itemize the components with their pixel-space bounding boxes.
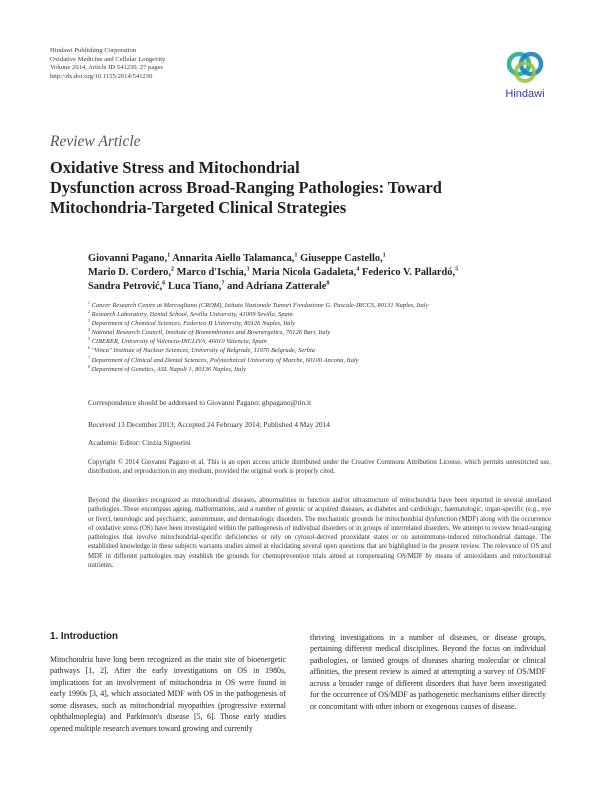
- author-line: [88, 252, 558, 266]
- section-heading-introduction: 1. Introduction: [50, 631, 119, 642]
- author-affil-sup: 2: [170, 265, 175, 273]
- body-text-left-column: Mitochondria have long been recognized as the main site of bioenergetic pathways [1, 2]. After the early investigations on OS in 1980s, implications for an involvement of mitochondria in OS were found in early 1990s [3, 4], which associated MDF with OS in the pathogenesis of some diseases, such as mitochondrial myopathies (progressive external ophthalmoplegia) and Parkinson's disease [5, 6]. Those early studies opened multiple research avenues toward growing and currently: [50, 655, 286, 733]
- author-line: [88, 280, 558, 294]
- correspondence-line: Correspondence should be addressed to Giovanni Pagano; gbpagano@tin.it: [88, 398, 312, 407]
- header-doi-link[interactable]: http://dx.doi.org/10.1155/2014/541230: [50, 72, 153, 80]
- author-name: and Adriana Zatterale: [227, 281, 327, 293]
- header-volume: Volume 2014, Article ID 541230, 27 pages: [50, 64, 164, 72]
- affiliation-item: $^3$ Department of Chemical Sciences, Federico II University, 80126 Naples, Italy: [88, 319, 296, 328]
- author-name: Giuseppe Castello,: [300, 253, 383, 264]
- affiliation-item: $^5$ CIBERER, University of Valencia-INCLIVA, 46010 Valencia, Spain: [88, 337, 267, 346]
- author-name: Marco d'Ischia,: [176, 267, 247, 279]
- author-name: Luca Tiano,: [168, 281, 222, 293]
- author-name: Federico V. Pallardó,: [361, 267, 456, 279]
- affiliation-list: [88, 301, 568, 374]
- author-name: Mario D. Cordero,: [88, 267, 171, 279]
- affiliation-item: $^6$ "Vinca" Institute of Nuclear Sciences, University of Belgrade, 11070 Belgrade, Serbia: [88, 346, 316, 355]
- academic-editor: Academic Editor: Cinzia Signorini: [88, 438, 191, 447]
- affiliation-item: $^7$ Department of Clinical and Dental Sciences, Polytechnical University of Marche, 60100 Ancona, Italy: [88, 355, 359, 364]
- affiliation-item: $^8$ Department of Genetics, ASL Napoli 1, 80136 Naples, Italy: [88, 364, 247, 373]
- article-title: [50, 158, 550, 218]
- author-name: Giovanni Pagano,: [88, 253, 168, 264]
- article-type: Review Article: [50, 133, 141, 150]
- author-line: [88, 266, 558, 280]
- dates-line: Received 13 December 2013; Accepted 24 February 2014; Published 4 May 2014: [88, 420, 330, 429]
- logo-wordmark: Hindawi: [505, 88, 545, 100]
- title-line-1: Oxidative Stress and Mitochondrial: [50, 158, 300, 177]
- journal-header: [50, 47, 165, 81]
- hindawi-logo-icon: [497, 48, 553, 88]
- author-affil-sup: 3: [246, 265, 250, 273]
- author-affil-sup: 8: [326, 279, 330, 287]
- author-affil-sup: 1: [167, 251, 171, 259]
- body-text-right-column: thriving investigations in a number of diseases, or disease groups, pertaining different medical disciplines. Beyond the focus on individual pathologies, or limited groups of diseases sharing molecular or clinical affinities, the present review is aimed at attempting a survey of OS/MDF across a broader range of different disorders that have been investigated for the occurrence of OS/MDF as pathogenetic mechanisms either directly or concomitant with other inborn or exogenous causes of disease.: [310, 633, 546, 711]
- affiliation-item: $^4$ National Research Council, Institute of Biomembranes and Bioenergetics, 70126 Bari, Italy: [88, 328, 331, 337]
- author-name: Maria Nicola Gadaleta,: [252, 267, 357, 279]
- author-affil-sup: 1: [382, 251, 386, 259]
- author-affil-sup: 6: [162, 279, 166, 287]
- author-affil-sup: 4: [356, 265, 360, 273]
- author-affil-sup: 7: [221, 279, 225, 287]
- header-journal: Oxidative Medicine and Cellular Longevity: [50, 55, 166, 63]
- author-affil-sup: 5: [455, 265, 459, 273]
- title-line-2: Dysfunction across Broad-Ranging Pathologies: Toward: [50, 178, 442, 197]
- copyright-notice: Copyright © 2014 Giovanni Pagano et al. This is an open access article distributed under the Creative Commons Attribution License, which permits unrestricted use, distribution, and reproduction in any medium, provided the original work is properly cited.: [88, 459, 551, 476]
- header-publisher: Hindawi Publishing Corporation: [50, 47, 137, 54]
- title-line-3: Mitochondria-Targeted Clinical Strategies: [50, 198, 347, 217]
- hindawi-logo: [497, 48, 553, 106]
- author-name: Sandra Petrović,: [88, 281, 163, 293]
- author-list: [88, 252, 558, 295]
- affiliation-item: $^2$ Research Laboratory, Dental School, Sevilla University, 41009 Sevilla, Spain: [88, 309, 293, 319]
- abstract-text: Beyond the disorders recognized as mitochondrial diseases, abnormalities in function and/or ultrastructure of mitochondria have been reported in several unrelated pathologies. These encompass ageing, malformations, and a number of genetic or acquired diseases, as diabetes and cardiologic, haematologic, organ-specific (e.g., eye or liver), neurologic and psychiatric, autoimmune, and dermatologic disorders. The mechanistic grounds for mitochondrial dysfunction (MDF) along with the occurrence of oxidative stress (OS) have been investigated within the pathogenesis of individual disorders or in groups of interrelated disorders. We attempt to review broad-ranging pathologies that involve mitochondrial-specific deficiencies or rely on cytosol-derived prooxidant states or on autoimmune-induced mitochondrial damage. The established knowledge in these subjects warrants studies aimed at elucidating several open questions that are highlighted in the present review. The relevance of OS and MDF in different pathologies may establish the grounds for chemoprevention trials aimed at compensating OS/MDF by means of antioxidants and mitochondrial nutrients.: [88, 497, 551, 569]
- affiliation-item: $^1$ Cancer Research Centre at Mercogliano (CROM), Istituto Nazionale Tumori Fondazione G. Pascale-IRCCS, 80131 Naples, Italy: [88, 300, 429, 309]
- author-name: Annarita Aiello Talamanca,: [172, 253, 295, 264]
- author-affil-sup: 1: [294, 251, 298, 259]
